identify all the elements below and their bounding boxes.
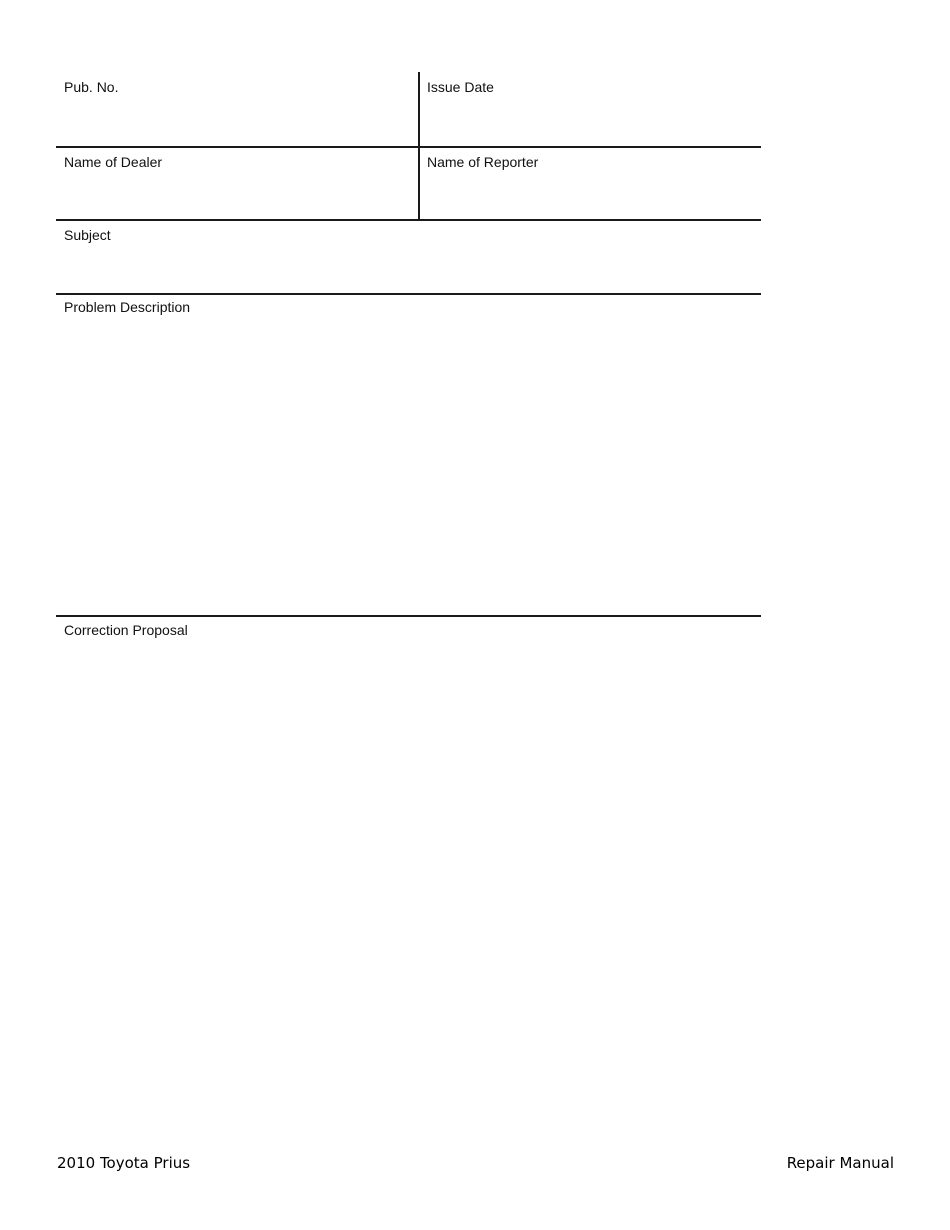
report-form <box>56 72 761 638</box>
footer-right-text: Repair Manual <box>786 1154 894 1172</box>
name-of-reporter-label: Name of Reporter <box>427 154 539 170</box>
row-divider-4 <box>56 615 761 617</box>
pub-no-label: Pub. No. <box>64 79 119 95</box>
footer-left-text: 2010 Toyota Prius <box>57 1154 191 1172</box>
correction-proposal-label: Correction Proposal <box>64 622 188 638</box>
problem-description-label: Problem Description <box>64 299 191 315</box>
name-of-dealer-label: Name of Dealer <box>64 154 163 170</box>
row-divider-3 <box>56 293 761 295</box>
row-divider-1 <box>56 146 761 148</box>
row-divider-2 <box>56 219 761 221</box>
issue-date-label: Issue Date <box>427 79 494 95</box>
subject-label: Subject <box>64 227 111 243</box>
